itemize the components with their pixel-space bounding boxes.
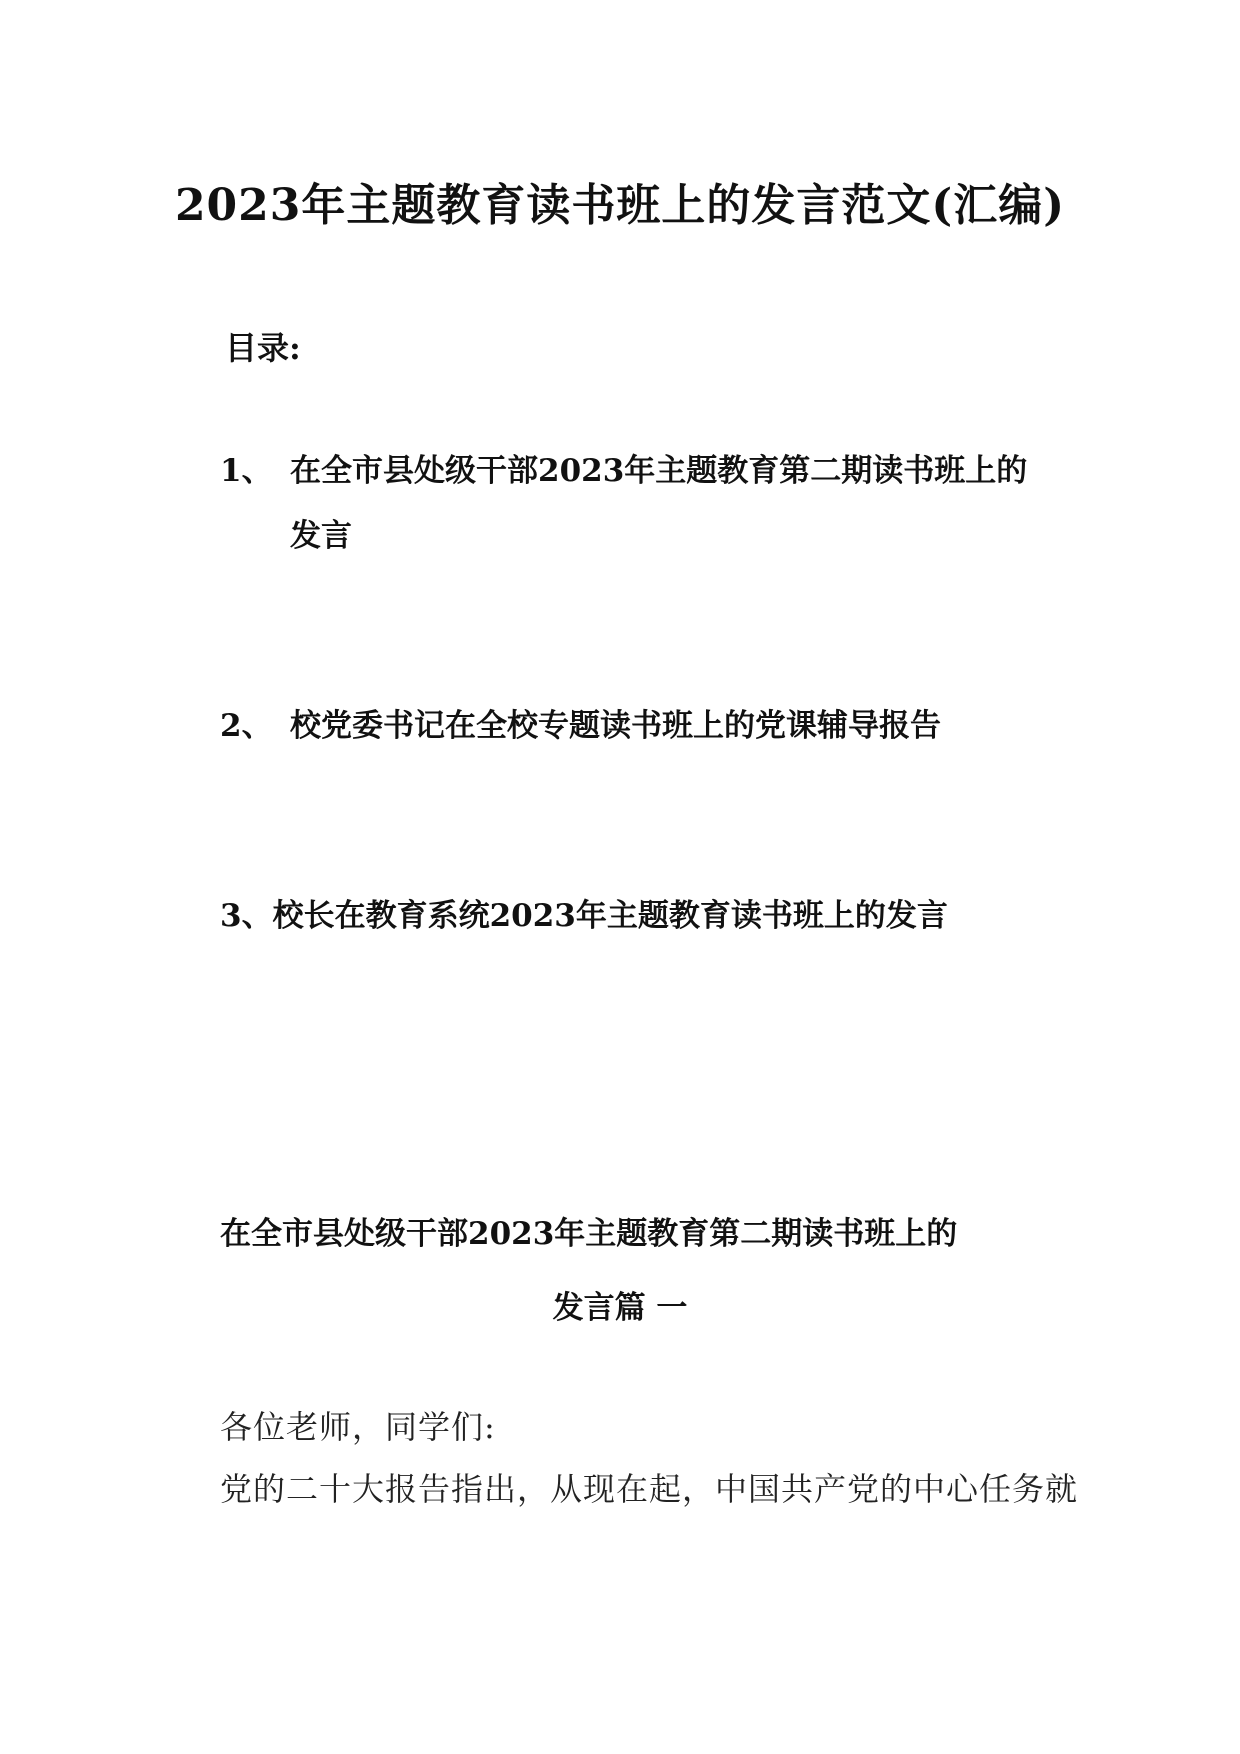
section-title: 在全市县处级干部2023年主题教育第二期读书班上的	[220, 1216, 958, 1252]
toc-item-1	[220, 449, 1027, 493]
document-title: 2023年主题教育读书班上的发言范文(汇编)	[174, 180, 1066, 231]
toc-item-number: 1、	[220, 453, 273, 489]
section-subtitle: 发言篇 一	[552, 1290, 688, 1326]
toc-item-text: 校党委书记在全校专题读书班上的党课辅导报告	[290, 708, 941, 744]
toc-heading: 目录:	[225, 329, 301, 367]
greeting-text: 各位老师，同学们:	[220, 1408, 496, 1446]
toc-item-number: 2、	[220, 708, 273, 744]
toc-item-text: 在全市县处级干部2023年主题教育第二期读书班上的	[290, 453, 1028, 489]
toc-item-1-continuation: 发言	[290, 518, 352, 554]
body-paragraph: 党的二十大报告指出，从现在起，中国共产党的中心任务就	[220, 1470, 1079, 1508]
toc-item-3: 3、校长在教育系统2023年主题教育读书班上的发言	[220, 898, 948, 934]
toc-item-2	[220, 704, 941, 748]
